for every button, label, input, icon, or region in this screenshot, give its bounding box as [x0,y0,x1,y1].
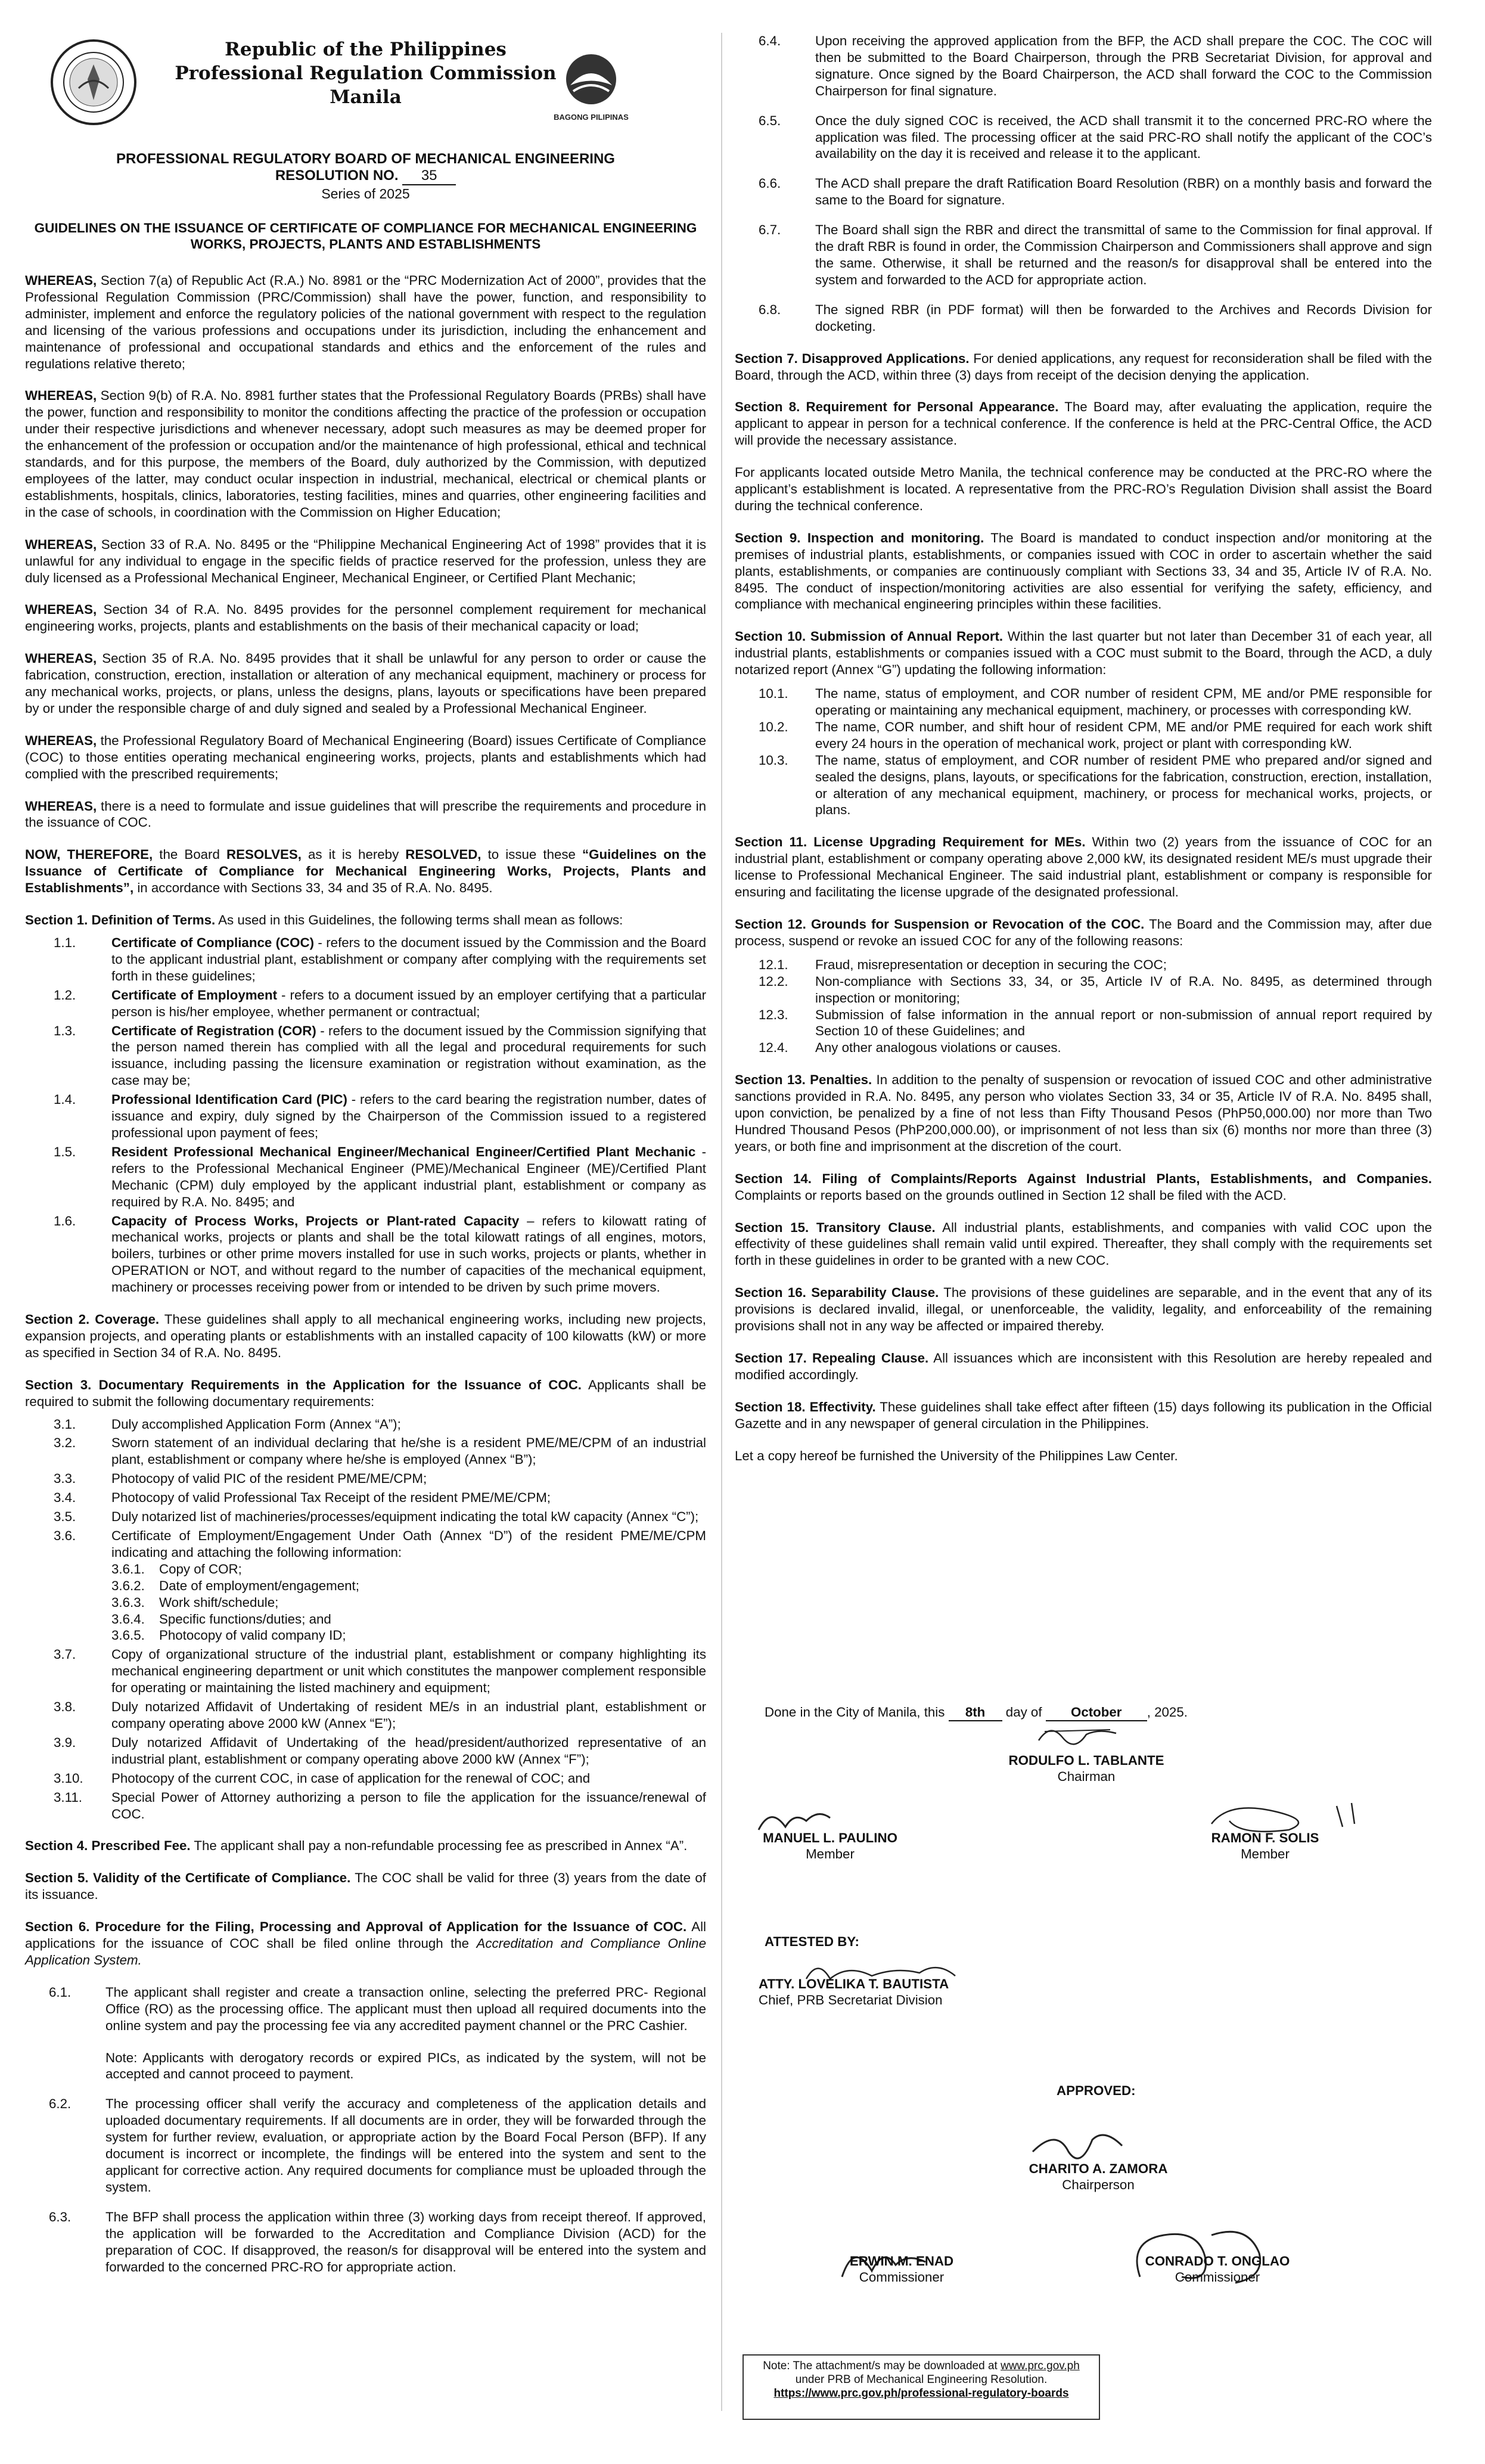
whereas-4: WHEREAS, Section 34 of R.A. No. 8495 provides for the personnel complement requirement for mechanical engineering works, projects, plants and establishments on the basis of their mechanical capacity or load; [25,602,706,634]
list-item: 6.6. The ACD shall prepare the draft Ratification Board Resolution (RBR) on a monthly basis and forward the same to the Board for signature. [759,176,1432,208]
section-8-para-2: For applicants located outside Metro Manila, the technical conference may be conducted at the PRC-RO where the applicant’s establishment is located. A representative from the PRC-RO’s Regulation Division shall assist the Board during the technical conference. [735,465,1432,513]
list-item: 3.9. Duly notarized Affidavit of Undertaking of the head/president/authorized representative of an industrial plant, establishment or company operating above 2000 kW (Annex “F”); [54,1734,706,1767]
whereas-6: WHEREAS, the Professional Regulatory Board of Mechanical Engineering (Board) issues Certificate of Compliance (COC) to those entities operating mechanical engineering works, projects, plants and establishments which had complied with the prescribed requirements; [25,733,706,781]
list-item: 1.5. Resident Professional Mechanical Engineer/Mechanical Engineer/Certified Plant Mechanic - refers to the Professional Mechanical Engineer (PME)/Mechanical Engineer (ME)/Certified Plant Mechanic (CPM) duly employed by the applicant industrial plant, establishment or company as required by R.A. No. 8495; and [54,1144,707,1209]
sub-item: 3.6.3. Work shift/schedule; [111,1594,279,1610]
whereas-3: WHEREAS, Section 33 of R.A. No. 8495 or the “Philippine Mechanical Engineering Act of 1998” provides that it is unlawful for any individual to engage in the specific fields of practice reserved for the profession, unless they are duly licensed as a Professional Mechanical Engineer, Mechanical Engineer, or Certified Plant Mechanic; [25,536,706,585]
procedure-list [25,1984,706,2276]
signatory-chairperson: CHARITO A. ZAMORA Chairperson [1029,2161,1168,2192]
sub-item: 3.6.4. Specific functions/duties; and [111,1611,331,1627]
list-item: 3.10. Photocopy of the current COC, in case of application for the renewal of COC; and [54,1770,591,1786]
section-7: Section 7. Disapproved Applications. For denied applications, any request for reconsideration shall be filed with the Board, through the ACD, within three (3) days from receipt of the decision denying the application. [735,350,1432,383]
attachment-note-box: Note: The attachment/s may be downloaded at www.prc.gov.ph under PRB of Mechanical Engineering Resolution. https://www.prc.gov.ph/professional-regulatory-boards [742,2354,1100,2420]
signatory-commissioner-1: ERWIN M. ENAD Commissioner [849,2254,954,2285]
resolving-clause: NOW, THEREFORE, the Board RESOLVES, as it is hereby RESOLVED, to issue these “Guidelines on the Issuance of Certificate of Compliance for Mechanical Engineering Works, Projects, Plants and Establishments”, in accordance with Sections 33, 34 and 35 of R.A. No. 8495. [25,847,706,896]
whereas-1: WHEREAS, Section 7(a) of Republic Act (R.A.) No. 8981 or the “PRC Modernization Act of 2000”, provides that the Professional Regulation Commission (PRC/Commission) shall have the power, function, and responsibility to administer, implement and enforce the regulatory policies of the national government with respect to the regulation and licensing of the various professions and occupations under its jurisdiction, including the enhancement and maintenance of professional and occupational standards and ethics and the enforcement of the rules and regulations relative thereto; [25,273,707,371]
section-15: Section 15. Transitory Clause. All industrial plants, establishments, and companies with valid COC upon the effectivity of these guidelines shall remain valid until expired. Thereafter, they shall comply with the requirements set forth in these guidelines in order to be granted with a new COC. [735,1219,1432,1268]
list-item: 6.5. Once the duly signed COC is received, the ACD shall transmit it to the concerned PRC-RO where the application was filed. The processing officer at the said PRC-RO shall notify the applicant of the COC’s availability on the day it is received and release it to the applicant. [759,113,1432,162]
list-item: 3.4. Photocopy of valid Professional Tax Receipt of the resident PME/ME/CPM; [54,1490,551,1506]
letterhead [25,38,706,151]
resolution-series: Series of 2025 [321,186,410,201]
list-item: 10.1. The name, status of employment, and COR number of resident CPM, ME and/or PME responsible for operating or maintaining any mechanical equipment, machinery, or processes with corresponding kW. [759,686,1432,718]
list-item: 6.1. The applicant shall register and create a transaction online, selecting the preferred PRC- Regional Office (RO) as the processing office. The applicant must then upload all required documents into the online system and pay the processing fee via any accredited payment channel or the PRC Cashier. Note: Applicants with derogatory records or expired PICs, as indicated by the system, will not be accepted and cannot proceed to payment. [49,1984,706,2082]
right-column [735,33,1432,1480]
whereas-7: WHEREAS, there is a need to formulate and issue guidelines that will prescribe the requirements and procedure in the issuance of COC. [25,798,706,830]
list-item: 12.2. Non-compliance with Sections 33, 34, or 35, Article IV of R.A. No. 8495, as determined through inspection or monitoring; [759,973,1432,1006]
column-divider [721,33,722,2411]
report-items-list [735,685,1432,818]
list-item: 6.2. The processing officer shall verify the accuracy and completeness of the application details and uploaded documentary requirements. If all documents are in order, they will be forwarded through the system for further review, evaluation, or appropriate action by the Board Focal Person (BFP). If any document is incorrect or incomplete, the findings will be entered into the system and sent to the applicant for corrective action. Any required documents for compliance must be uploaded through the system. [49,2096,706,2195]
section-10: Section 10. Submission of Annual Report. Within the last quarter but not later than December 31 of each year, all industrial plants, establishments or companies issued with a COC must submit to the Board, through the ACD, a duly notarized report (Annex “G”) updating the following information: [735,629,1432,678]
grounds-list [735,957,1432,1056]
list-item: 3.7. Copy of organizational structure of the industrial plant, establishment or company highlighting its mechanical engineering department or unit which constitutes the manpower complement responsible for operating or maintaining the listed machinery and equipment; [54,1647,706,1696]
procedure-list-continued [735,33,1432,335]
section-6: Section 6. Procedure for the Filing, Processing and Approval of Application for the Issuance of COC. All applications for the issuance of COC shall be filed online through the Accreditation and Compliance Online Application System. [25,1919,707,1968]
sub-item: 3.6.2. Date of employment/engagement; [111,1578,359,1593]
resolution-number [25,167,706,185]
list-item: 12.3. Submission of false information in the annual report or non-submission of annual report required by Section 10 of these Guidelines; and [759,1007,1432,1039]
list-item: 3.11. Special Power of Attorney authorizing a person to file the application for the issuance/renewal of COC. [54,1789,706,1821]
signatory-attest: ATTY. LOVELIKA T. BAUTISTA Chief, PRB Secretariat Division [759,1976,949,2007]
section-11: Section 11. License Upgrading Requirement for MEs. Within two (2) years from the issuance of COC for an industrial plant, establishment or company operating above 2,000 kW, its designated resident ME/s must upgrade their license to Professional Mechanical Engineer. The said industrial plant, establishment or company is responsible for ensuring and facilitating the license upgrade of the designated professional. [735,834,1432,900]
resolution-number-value: 35 [402,167,456,185]
section-12: Section 12. Grounds for Suspension or Revocation of the COC. The Board and the Commission may, after due process, suspend or revoke an issued COC for any of the following reasons: [735,916,1433,948]
list-item: 1.6. Capacity of Process Works, Projects or Plant-rated Capacity – refers to kilowatt rating of mechanical works, projects or plants and shall be the total kilowatt ratings of all engines, motors, boilers, turbines or other prime movers installed for use in such works, projects or plants, whether in OPERATION or NOT, and without regard to the number of capacities of the mechanical equipment, machinery or processes receiving power from or intended to be driven by such prime movers. [54,1213,706,1295]
resolution-label: RESOLUTION NO. [275,167,399,184]
whereas-2: WHEREAS, Section 9(b) of R.A. No. 8981 further states that the Professional Regulatory Boards (PRBs) shall have the power, function and responsibility to monitor the conditions affecting the practice of the profession or occupation under their respective jurisdictions and whenever necessary, adopt such measures as may be deemed proper for the enhancement of the profession or occupation and/or the maintenance of high professional, ethical and technical standards, and for this purpose, the members of the Board, duly authorized by the Commission, with deputized employees of the latter, may conduct ocular inspection in industrial, mechanical, electrical or chemical plants or establishments, hospitals, clinics, laboratories, testing facilities, mines and quarries, other engineering facilities and in the case of schools, in coordination with the Commission on Higher Education; [25,388,706,520]
board-title: PROFESSIONAL REGULATORY BOARD OF MECHANICAL ENGINEERING [116,151,615,167]
list-item: 3.2. Sworn statement of an individual declaring that he/she is a resident PME/ME/CPM of an industrial plant, establishment or company where he/she is employed (Annex “B”); [54,1435,706,1467]
prc-website-link[interactable]: www.prc.gov.ph [1001,2360,1080,2372]
list-item: 1.3. Certificate of Registration (COR) - refers to the document issued by the Commission signifying that the person named therein has complied with all the legal and procedural requirements for such issuance, including passing the licensure examination or registration without examination, as the case may be; [54,1023,706,1088]
section-13: Section 13. Penalties. In addition to the penalty of suspension or revocation of issued COC and other administrative sanctions provided in R.A. No. 8495, any person who violates Section 33, 34 or 35, Article IV of R.A. No. 8495 shall, upon conviction, be penalized by a fine of not less than Fifty Thousand Pesos (PhP50,000.00) nor more than Two Hundred Thousand Pesos (PhP200,000.00), or imprisonment of not less than six (6) months nor more than three (3) years, or both fine and imprisonment at the discretion of the court. [735,1072,1432,1154]
signature-chairman-icon [1033,1717,1128,1752]
list-item: 1.1. Certificate of Compliance (COC) - refers to the document issued by the Commission and the Board to the applicant industrial plant, establishment or company after complying with the requirements set forth in these guidelines; [54,935,706,983]
section-16: Section 16. Separability Clause. The provisions of these guidelines are separable, and in the event that any of its provisions is declared invalid, illegal, or unenforceable, the validity, legality, and enforceability of the remaining provisions shall not in any way be affected or impaired thereby. [735,1285,1432,1334]
list-item: 10.2. The name, COR number, and shift hour of resident CPM, ME and/or PME required for each work shift every 24 hours in the operation of mechanical work, project or plant with corresponding kW. [759,719,1432,751]
done-day: 8th [949,1705,1002,1721]
sub-list [111,1561,706,1644]
commission-line: Professional Regulation Commission [175,63,557,84]
list-item: 6.4. Upon receiving the approved application from the BFP, the ACD shall prepare the COC. The COC will then be submitted to the Board Chairperson, through the PRB Secretariat Division, for approval and signature. Once signed by the Board Chairperson, the ACD shall forward the COC to the Commission Chairperson for final signature. [759,33,1432,98]
sub-item: 3.6.5. Photocopy of valid company ID; [111,1628,346,1643]
list-item: 6.7. The Board shall sign the RBR and direct the transmittal of same to the Commission for final approval. If the draft RBR is found in order, the Commission Chairperson and Commissioners shall approve and sign the same. Otherwise, it shall be returned and the reason/s for disapproval shall be entered into the system and forwarded to the ACD for appropriate action. [759,222,1432,287]
done-month: October [1046,1705,1147,1721]
document-title: GUIDELINES ON THE ISSUANCE OF CERTIFICATE OF COMPLIANCE FOR MECHANICAL ENGINEERING WORKS, PROJECTS, PLANTS AND ESTABLISHMENTS [34,221,697,252]
section-5: Section 5. Validity of the Certificate of Compliance. The COC shall be valid for three (3) years from the date of its issuance. [25,1870,706,1903]
section-4: Section 4. Prescribed Fee. The applicant shall pay a non-refundable processing fee as prescribed in Annex “A”. [25,1838,688,1854]
requirements-list [25,1416,706,1823]
signatory-member2: RAMON F. SOLIS Member [1211,1830,1319,1861]
approved-label: APPROVED: [1057,2083,1136,2098]
city-line: Manila [330,86,402,108]
list-item: 3.3. Photocopy of valid PIC of the resident PME/ME/CPM; [54,1471,427,1487]
list-item: 10.3. The name, status of employment, and COR number of resident PME who prepared and/or signed and sealed the designs, plans, layouts, or specifications for the fabrication, construction, erection, installation, or alteration of any mechanical equipment, machinery, or process for mechanical works, projects, or plans. [759,752,1432,818]
section-18: Section 18. Effectivity. These guidelines shall take effect after fifteen (15) days following its publication in the Official Gazette and in any newspaper of general circulation in the Philippines. [735,1399,1432,1431]
whereas-5: WHEREAS, Section 35 of R.A. No. 8495 provides that it shall be unlawful for any person to order or cause the fabrication, construction, erection, installation or alteration of any mechanical equipment, machinery or process for any mechanical works, projects, or plans, unless the designs, plans, layouts or specifications have been prepared by or under the responsible charge of and duly signed and sealed by a Professional Mechanical Engineer. [25,651,706,716]
section-3: Section 3. Documentary Requirements in the Application for the Issuance of COC. Applicants shall be required to submit the following documentary requirements: [25,1377,706,1409]
list-item: 3.6. Certificate of Employment/Engagement Under Oath (Annex “D”) of the resident PME/ME/CPM indicating and attaching the following information: 3.6.1. Copy of COR; 3.6.2. Date of employment/engagement; 3.6.3. Work shift/schedule; 3.6.4. Specific functions/duties; and 3.6.5. Photocopy of valid company ID; [54,1528,706,1643]
procedure-note: Note: Applicants with derogatory records or expired PICs, as indicated by the system, will not be accepted and cannot proceed to payment. [105,2050,706,2082]
signatory-member1: MANUEL L. PAULINO Member [763,1830,897,1861]
prb-resolutions-link[interactable]: https://www.prc.gov.ph/professional-regulatory-boards [773,2387,1069,2400]
list-item: 3.8. Duly notarized Affidavit of Undertaking of resident ME/s in an industrial plant, establishment or company operating above 2000 kW (Annex “E”); [54,1699,706,1731]
signature-area [735,1705,1432,2414]
list-item: 3.1. Duly accomplished Application Form (Annex “A”); [54,1416,401,1432]
republic-line: Republic of the Philippines [225,39,507,60]
list-item: 3.5. Duly notarized list of machineries/processes/equipment indicating the total kW capacity (Annex “C”); [54,1509,699,1525]
list-item: 6.8. The signed RBR (in PDF format) will then be forwarded to the Archives and Records Division for docketing. [759,302,1432,334]
bagong-label: BAGONG PILIPINAS [554,113,629,122]
list-item: 12.4. Any other analogous violations or causes. [759,1040,1061,1056]
section-1: Section 1. Definition of Terms. As used in this Guidelines, the following terms shall mean as follows: [25,913,623,928]
list-item: 6.3. The BFP shall process the application within three (3) working days from receipt thereof. If approved, the application will be forwarded to the Accreditation and Compliance Division (ACD) for the preparation of COC. If disapproved, the reason/s for disapproval will be entered into the system and forwarded to the concerned PRC-RO for appropriate action. [49,2209,706,2274]
sub-item: 3.6.1. Copy of COR; [111,1561,242,1577]
list-item: 1.2. Certificate of Employment - refers to a document issued by an employer certifying that a particular person is his/her employee, whether permanent or contractual; [54,987,706,1019]
definition-list [25,935,706,1296]
list-item: 1.4. Professional Identification Card (PIC) - refers to the card bearing the registration number, dates of issuance and expiry, duly signed by the Chairperson of the Commission issued to a registered professional upon payment of fees; [54,1092,706,1140]
left-column [25,33,706,2291]
furnish-line: Let a copy hereof be furnished the University of the Philippines Law Center. [735,1448,1178,1463]
attested-label: ATTESTED BY: [765,1934,859,1949]
section-2: Section 2. Coverage. These guidelines shall apply to all mechanical engineering works, including new projects, expansion projects, and operating plants or establishments with an installed capacity of 100 kilowatts (kW) or more as specified in Section 34 of R.A. No. 8495. [25,1312,706,1360]
section-14: Section 14. Filing of Complaints/Reports Against Industrial Plants, Establishments, and Companies. Complaints or reports based on the grounds outlined in Section 12 shall be filed with the ACD. [735,1171,1432,1203]
bagong-pilipinas-logo-icon [549,44,633,127]
section-17: Section 17. Repealing Clause. All issuances which are inconsistent with this Resolution are hereby repealed and modified accordingly. [735,1351,1432,1382]
list-item: 12.1. Fraud, misrepresentation or deception in securing the COC; [759,957,1167,972]
section-9: Section 9. Inspection and monitoring. The Board is mandated to conduct inspection and/or monitoring at the premises of industrial plants, establishments, or companies issued with COC in order to ascertain whether the said plants, establishments, or companies are continuously compliant with Sections 33, 34 and 35, Article IV of R.A. No. 8495. The conduct of inspection/monitoring activities are also essential for verifying the safety, efficiency, and compliance with mechanical engineering principles within these facilities. [735,530,1432,612]
section-8: Section 8. Requirement for Personal Appearance. The Board may, after evaluating the application, require the applicant to appear in person for a technical conference. If the conference is held at the PRC-Central Office, the ACD will provide the necessary assistance. [735,399,1432,448]
signatory-commissioner-2: CONRADO T. ONGLAO Commissioner [1145,2254,1290,2285]
done-line: Done in the City of Manila, this 8th day of October , 2025. [765,1705,1188,1721]
prc-seal-icon [49,38,138,127]
signatory-chairman: RODULFO L. TABLANTE Chairman [1008,1753,1164,1784]
